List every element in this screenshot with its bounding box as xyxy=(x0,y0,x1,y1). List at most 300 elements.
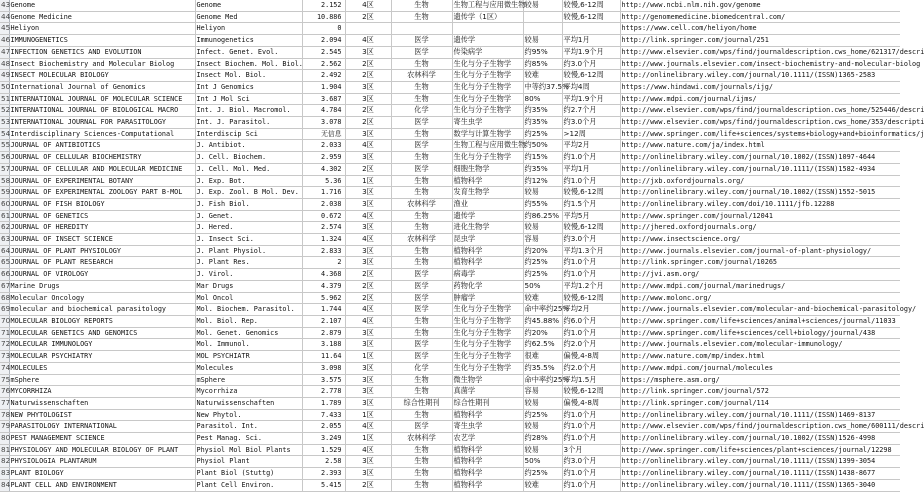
row-number-cell[interactable]: 60 xyxy=(0,198,9,210)
journal-name-cell[interactable]: JOURNAL OF HEREDITY xyxy=(9,222,195,234)
acceptance-rate-cell[interactable]: 约85% xyxy=(523,58,562,70)
zone-cell[interactable]: 3区 xyxy=(345,257,391,269)
zone-cell[interactable]: 1区 xyxy=(345,351,391,363)
category-cell[interactable]: 生物 xyxy=(391,479,452,491)
zone-cell[interactable]: 3区 xyxy=(345,187,391,199)
zone-cell[interactable]: 3区 xyxy=(345,456,391,468)
review-period-cell[interactable]: 平均1.9个月 xyxy=(562,93,620,105)
journal-url-cell[interactable]: http://link.springer.com/journal/251 xyxy=(620,35,900,47)
subcategory-cell[interactable]: 生化与分子生物学 xyxy=(452,93,523,105)
category-cell[interactable]: 医学 xyxy=(391,117,452,129)
row-number-cell[interactable]: 62 xyxy=(0,222,9,234)
journal-name-cell[interactable]: INTERNATIONAL JOURNAL OF MOLECULAR SCIENCE xyxy=(9,93,195,105)
journal-url-cell[interactable]: http://www.mdpi.com/journal/ijms/ xyxy=(620,93,900,105)
abbreviation-cell[interactable]: J. Hered. xyxy=(195,222,302,234)
row-number-cell[interactable]: 74 xyxy=(0,362,9,374)
impact-factor-cell[interactable]: 2.959 xyxy=(302,152,345,164)
subcategory-cell[interactable]: 综合性期刊 xyxy=(452,397,523,409)
journal-name-cell[interactable]: International Journal of Genomics xyxy=(9,81,195,93)
acceptance-rate-cell[interactable]: 较易 xyxy=(523,444,562,456)
impact-factor-cell[interactable]: 2.094 xyxy=(302,35,345,47)
journal-url-cell[interactable]: http://www.elsevier.com/wps/find/journaldescription.cws_home/525446/descri xyxy=(620,105,900,117)
impact-factor-cell[interactable]: 4.379 xyxy=(302,280,345,292)
impact-factor-cell[interactable]: 4.784 xyxy=(302,105,345,117)
subcategory-cell[interactable]: 数学与计算生物学 xyxy=(452,128,523,140)
category-cell[interactable]: 生物 xyxy=(391,128,452,140)
journal-name-cell[interactable]: MOLECULES xyxy=(9,362,195,374)
impact-factor-cell[interactable]: 2.152 xyxy=(302,0,345,11)
acceptance-rate-cell[interactable]: 约25% xyxy=(523,257,562,269)
abbreviation-cell[interactable]: Int. J. Parasitol. xyxy=(195,117,302,129)
journal-name-cell[interactable]: PEST MANAGEMENT SCIENCE xyxy=(9,433,195,445)
review-period-cell[interactable]: 偏慢,4-8周 xyxy=(562,351,620,363)
abbreviation-cell[interactable]: Molecules xyxy=(195,362,302,374)
category-cell[interactable]: 医学 xyxy=(391,339,452,351)
journal-url-cell[interactable]: http://www.journals.elsevier.com/insect-biochemistry-and-molecular-biolog xyxy=(620,58,900,70)
acceptance-rate-cell[interactable]: 约25% xyxy=(523,269,562,281)
category-cell[interactable]: 医学 xyxy=(391,280,452,292)
review-period-cell[interactable]: 约1.0个月 xyxy=(562,479,620,491)
row-number-cell[interactable]: 56 xyxy=(0,152,9,164)
abbreviation-cell[interactable]: Mol. Biochem. Parasitol. xyxy=(195,304,302,316)
category-cell[interactable]: 医学 xyxy=(391,140,452,152)
impact-factor-cell[interactable]: 10.886 xyxy=(302,11,345,23)
acceptance-rate-cell[interactable]: 较难 xyxy=(523,70,562,82)
abbreviation-cell[interactable]: Mycorrhiza xyxy=(195,386,302,398)
category-cell[interactable] xyxy=(391,23,452,35)
zone-cell[interactable]: 2区 xyxy=(345,105,391,117)
row-number-cell[interactable]: 72 xyxy=(0,339,9,351)
review-period-cell[interactable]: 较慢,6-12周 xyxy=(562,11,620,23)
zone-cell[interactable]: 3区 xyxy=(345,93,391,105)
impact-factor-cell[interactable]: 7.433 xyxy=(302,409,345,421)
acceptance-rate-cell[interactable]: 约95% xyxy=(523,46,562,58)
subcategory-cell[interactable]: 昆虫学 xyxy=(452,234,523,246)
row-number-cell[interactable]: 81 xyxy=(0,444,9,456)
review-period-cell[interactable]: 较慢,6-12周 xyxy=(562,222,620,234)
review-period-cell[interactable]: 平均1.3个月 xyxy=(562,245,620,257)
abbreviation-cell[interactable]: J. Virol. xyxy=(195,269,302,281)
category-cell[interactable]: 生物 xyxy=(391,81,452,93)
journal-url-cell[interactable]: http://www.mdpi.com/journal/molecules xyxy=(620,362,900,374)
subcategory-cell[interactable]: 植物科学 xyxy=(452,175,523,187)
impact-factor-cell[interactable]: 0.672 xyxy=(302,210,345,222)
row-number-cell[interactable]: 66 xyxy=(0,269,9,281)
journal-url-cell[interactable]: http://onlinelibrary.wiley.com/journal/10.1002/(ISSN)1552-5015 xyxy=(620,187,900,199)
abbreviation-cell[interactable]: Physiol Plant xyxy=(195,456,302,468)
journal-url-cell[interactable]: http://jhered.oxfordjournals.org/ xyxy=(620,222,900,234)
subcategory-cell[interactable]: 肿瘤学 xyxy=(452,292,523,304)
row-number-cell[interactable]: 68 xyxy=(0,292,9,304)
subcategory-cell[interactable]: 生化与分子生物学 xyxy=(452,70,523,82)
review-period-cell[interactable]: 约1.5个月 xyxy=(562,198,620,210)
category-cell[interactable]: 农林科学 xyxy=(391,70,452,82)
journal-url-cell[interactable]: http://www.elsevier.com/wps/find/journaldescription.cws_home/621317/descri xyxy=(620,46,900,58)
acceptance-rate-cell[interactable]: 中等约37.5% xyxy=(523,81,562,93)
abbreviation-cell[interactable]: Insect Biochem. Mol. Biol. xyxy=(195,58,302,70)
review-period-cell[interactable]: 平均2月 xyxy=(562,304,620,316)
abbreviation-cell[interactable]: J. Exp. Zool. B Mol. Dev. xyxy=(195,187,302,199)
subcategory-cell[interactable]: 生化与分子生物学 xyxy=(452,362,523,374)
abbreviation-cell[interactable]: J. Genet. xyxy=(195,210,302,222)
subcategory-cell[interactable]: 病毒学 xyxy=(452,269,523,281)
acceptance-rate-cell[interactable]: 容易 xyxy=(523,234,562,246)
journal-url-cell[interactable]: http://www.springer.com/life+sciences/animal+sciences/journal/11033 xyxy=(620,315,900,327)
abbreviation-cell[interactable]: Plant Biol (Stuttg) xyxy=(195,468,302,480)
subcategory-cell[interactable]: 传染病学 xyxy=(452,46,523,58)
acceptance-rate-cell[interactable]: 约25% xyxy=(523,409,562,421)
abbreviation-cell[interactable]: Mol. Immunol. xyxy=(195,339,302,351)
subcategory-cell[interactable]: 生化与分子生物学 xyxy=(452,327,523,339)
subcategory-cell[interactable]: 微生物学 xyxy=(452,374,523,386)
journal-url-cell[interactable]: http://onlinelibrary.wiley.com/journal/10.1002/(ISSN)1097-4644 xyxy=(620,152,900,164)
review-period-cell[interactable]: 约1.0个月 xyxy=(562,421,620,433)
subcategory-cell[interactable]: 发育生物学 xyxy=(452,187,523,199)
abbreviation-cell[interactable]: J. Plant Physiol. xyxy=(195,245,302,257)
row-number-cell[interactable]: 55 xyxy=(0,140,9,152)
review-period-cell[interactable]: >12周 xyxy=(562,128,620,140)
category-cell[interactable]: 医学 xyxy=(391,421,452,433)
impact-factor-cell[interactable]: 3.188 xyxy=(302,339,345,351)
acceptance-rate-cell[interactable]: 很难 xyxy=(523,351,562,363)
journal-url-cell[interactable]: https://www.hindawi.com/journals/ijg/ xyxy=(620,81,900,93)
category-cell[interactable]: 生物 xyxy=(391,11,452,23)
impact-factor-cell[interactable]: 1.529 xyxy=(302,444,345,456)
journal-name-cell[interactable]: Genome xyxy=(9,0,195,11)
journal-name-cell[interactable]: Insect Biochemistry and Molecular Biolog xyxy=(9,58,195,70)
zone-cell[interactable]: 4区 xyxy=(345,315,391,327)
zone-cell[interactable]: 4区 xyxy=(345,234,391,246)
zone-cell[interactable]: 3区 xyxy=(345,468,391,480)
journal-name-cell[interactable]: MOLECULAR PSYCHIATRY xyxy=(9,351,195,363)
review-period-cell[interactable]: 约1.0个月 xyxy=(562,433,620,445)
row-number-cell[interactable]: 52 xyxy=(0,105,9,117)
journal-url-cell[interactable]: http://jxb.oxfordjournals.org/ xyxy=(620,175,900,187)
review-period-cell[interactable]: 较慢,6-12周 xyxy=(562,292,620,304)
journal-url-cell[interactable]: http://www.ncbi.nlm.nih.gov/genome xyxy=(620,0,900,11)
zone-cell[interactable]: 2区 xyxy=(345,269,391,281)
impact-factor-cell[interactable]: 5.415 xyxy=(302,479,345,491)
journal-url-cell[interactable]: http://www.molonc.org/ xyxy=(620,292,900,304)
acceptance-rate-cell[interactable]: 50% xyxy=(523,456,562,468)
zone-cell[interactable]: 3区 xyxy=(345,46,391,58)
zone-cell[interactable]: 4区 xyxy=(345,421,391,433)
subcategory-cell[interactable]: 植物科学 xyxy=(452,468,523,480)
journal-url-cell[interactable]: http://www.springer.com/life+sciences/systems+biology+and+bioinformatics/j xyxy=(620,128,900,140)
zone-cell[interactable]: 4区 xyxy=(345,35,391,47)
impact-factor-cell[interactable]: 2.574 xyxy=(302,222,345,234)
zone-cell[interactable] xyxy=(345,23,391,35)
journal-url-cell[interactable]: http://www.journals.elsevier.com/journal-of-plant-physiology/ xyxy=(620,245,900,257)
category-cell[interactable]: 医学 xyxy=(391,46,452,58)
acceptance-rate-cell[interactable]: 约45.88% xyxy=(523,315,562,327)
row-number-cell[interactable]: 82 xyxy=(0,456,9,468)
abbreviation-cell[interactable]: Pest Manag. Sci. xyxy=(195,433,302,445)
impact-factor-cell[interactable]: 4.302 xyxy=(302,163,345,175)
subcategory-cell[interactable]: 植物科学 xyxy=(452,245,523,257)
row-number-cell[interactable]: 49 xyxy=(0,70,9,82)
journal-url-cell[interactable]: http://link.springer.com/journal/10265 xyxy=(620,257,900,269)
impact-factor-cell[interactable]: 2.545 xyxy=(302,46,345,58)
review-period-cell[interactable]: 平均1.2个月 xyxy=(562,280,620,292)
category-cell[interactable]: 生物 xyxy=(391,0,452,11)
category-cell[interactable]: 生物 xyxy=(391,468,452,480)
review-period-cell[interactable]: 约3.0个月 xyxy=(562,117,620,129)
journal-url-cell[interactable]: http://www.springer.com/life+sciences/plant+sciences/journal/12298 xyxy=(620,444,900,456)
category-cell[interactable]: 生物 xyxy=(391,257,452,269)
journal-url-cell[interactable]: http://genomemedicine.biomedcentral.com/ xyxy=(620,11,900,23)
subcategory-cell[interactable]: 生化与分子生物学 xyxy=(452,58,523,70)
acceptance-rate-cell[interactable] xyxy=(523,23,562,35)
zone-cell[interactable]: 3区 xyxy=(345,152,391,164)
zone-cell[interactable]: 3区 xyxy=(345,327,391,339)
review-period-cell[interactable]: 约1.0个月 xyxy=(562,152,620,164)
subcategory-cell[interactable]: 植物科学 xyxy=(452,456,523,468)
zone-cell[interactable]: 4区 xyxy=(345,140,391,152)
impact-factor-cell[interactable]: 1.716 xyxy=(302,187,345,199)
journal-url-cell[interactable]: http://onlinelibrary.wiley.com/journal/10.1111/(ISSN)1438-8677 xyxy=(620,468,900,480)
subcategory-cell[interactable]: 细胞生物学 xyxy=(452,163,523,175)
row-number-cell[interactable]: 79 xyxy=(0,421,9,433)
journal-name-cell[interactable]: MOLECULAR BIOLOGY REPORTS xyxy=(9,315,195,327)
acceptance-rate-cell[interactable]: 约35% xyxy=(523,163,562,175)
category-cell[interactable]: 生物 xyxy=(391,245,452,257)
acceptance-rate-cell[interactable]: 较难 xyxy=(523,479,562,491)
journal-name-cell[interactable]: JOURNAL OF PLANT RESEARCH xyxy=(9,257,195,269)
row-number-cell[interactable]: 48 xyxy=(0,58,9,70)
impact-factor-cell[interactable]: 3.575 xyxy=(302,374,345,386)
journal-url-cell[interactable]: http://www.journals.elsevier.com/molecular-and-biochemical-parasitology/ xyxy=(620,304,900,316)
zone-cell[interactable]: 2区 xyxy=(345,280,391,292)
subcategory-cell[interactable]: 农艺学 xyxy=(452,433,523,445)
abbreviation-cell[interactable]: Insect Mol. Biol. xyxy=(195,70,302,82)
review-period-cell[interactable]: 约2.0个月 xyxy=(562,339,620,351)
subcategory-cell[interactable]: 遗传学 xyxy=(452,210,523,222)
journal-url-cell[interactable]: http://jvi.asm.org/ xyxy=(620,269,900,281)
review-period-cell[interactable]: 平均5月 xyxy=(562,210,620,222)
review-period-cell[interactable]: 约2.7个月 xyxy=(562,105,620,117)
zone-cell[interactable]: 3区 xyxy=(345,339,391,351)
journal-name-cell[interactable]: MYCORRHIZA xyxy=(9,386,195,398)
subcategory-cell[interactable]: 生化与分子生物学 xyxy=(452,81,523,93)
review-period-cell[interactable]: 约1.0个月 xyxy=(562,468,620,480)
row-number-cell[interactable]: 83 xyxy=(0,468,9,480)
journal-name-cell[interactable]: INSECT MOLECULAR BIOLOGY xyxy=(9,70,195,82)
journal-url-cell[interactable]: http://onlinelibrary.wiley.com/journal/10.1111/(ISSN)1365-2583 xyxy=(620,70,900,82)
impact-factor-cell[interactable]: 4.368 xyxy=(302,269,345,281)
zone-cell[interactable]: 3区 xyxy=(345,198,391,210)
abbreviation-cell[interactable]: J. Fish Biol. xyxy=(195,198,302,210)
impact-factor-cell[interactable]: 1.789 xyxy=(302,397,345,409)
journal-url-cell[interactable]: https://msphere.asm.org/ xyxy=(620,374,900,386)
row-number-cell[interactable]: 51 xyxy=(0,93,9,105)
row-number-cell[interactable]: 46 xyxy=(0,35,9,47)
category-cell[interactable]: 医学 xyxy=(391,35,452,47)
zone-cell[interactable]: 4区 xyxy=(345,210,391,222)
zone-cell[interactable]: 2区 xyxy=(345,479,391,491)
subcategory-cell[interactable]: 遗传学（1区） xyxy=(452,11,523,23)
category-cell[interactable]: 生物 xyxy=(391,374,452,386)
row-number-cell[interactable]: 80 xyxy=(0,433,9,445)
journal-url-cell[interactable]: http://onlinelibrary.wiley.com/journal/10.1111/(ISSN)1582-4934 xyxy=(620,163,900,175)
impact-factor-cell[interactable]: 2.58 xyxy=(302,456,345,468)
acceptance-rate-cell[interactable]: 较易 xyxy=(523,222,562,234)
category-cell[interactable]: 综合性期刊 xyxy=(391,397,452,409)
category-cell[interactable]: 化学 xyxy=(391,105,452,117)
subcategory-cell[interactable]: 寄生虫学 xyxy=(452,117,523,129)
journal-url-cell[interactable]: https://www.cell.com/heliyon/home xyxy=(620,23,900,35)
abbreviation-cell[interactable]: J. Cell. Mol. Med. xyxy=(195,163,302,175)
journal-url-cell[interactable]: http://www.mdpi.com/journal/marinedrugs/ xyxy=(620,280,900,292)
review-period-cell[interactable]: 约1.0个月 xyxy=(562,257,620,269)
journal-name-cell[interactable]: Naturwissenschaften xyxy=(9,397,195,409)
abbreviation-cell[interactable]: Int J Genomics xyxy=(195,81,302,93)
zone-cell[interactable]: 2区 xyxy=(345,11,391,23)
review-period-cell[interactable]: 约3.0个月 xyxy=(562,58,620,70)
acceptance-rate-cell[interactable]: 约20% xyxy=(523,245,562,257)
acceptance-rate-cell[interactable]: 50% xyxy=(523,280,562,292)
abbreviation-cell[interactable]: Genome xyxy=(195,0,302,11)
zone-cell[interactable]: 3区 xyxy=(345,81,391,93)
review-period-cell[interactable]: 平均1月 xyxy=(562,35,620,47)
subcategory-cell[interactable]: 寄生虫学 xyxy=(452,421,523,433)
acceptance-rate-cell[interactable]: 约12% xyxy=(523,175,562,187)
category-cell[interactable]: 化学 xyxy=(391,362,452,374)
impact-factor-cell[interactable]: 2 xyxy=(302,257,345,269)
acceptance-rate-cell[interactable]: 较易 xyxy=(523,0,562,11)
row-number-cell[interactable]: 84 xyxy=(0,479,9,491)
acceptance-rate-cell[interactable]: 较易 xyxy=(523,421,562,433)
journal-name-cell[interactable]: JOURNAL OF CELLULAR AND MOLECULAR MEDICINE xyxy=(9,163,195,175)
review-period-cell[interactable]: 平均1.9个月 xyxy=(562,46,620,58)
journal-url-cell[interactable]: http://onlinelibrary.wiley.com/journal/10.1111/(ISSN)1399-3054 xyxy=(620,456,900,468)
impact-factor-cell[interactable]: 2.492 xyxy=(302,70,345,82)
acceptance-rate-cell[interactable]: 约15% xyxy=(523,152,562,164)
zone-cell[interactable]: 1区 xyxy=(345,433,391,445)
abbreviation-cell[interactable]: New Phytol. xyxy=(195,409,302,421)
journal-name-cell[interactable]: Molecular Oncology xyxy=(9,292,195,304)
abbreviation-cell[interactable]: Mar Drugs xyxy=(195,280,302,292)
abbreviation-cell[interactable]: Int. J. Biol. Macromol. xyxy=(195,105,302,117)
review-period-cell[interactable]: 约2.0个月 xyxy=(562,362,620,374)
row-number-cell[interactable]: 69 xyxy=(0,304,9,316)
review-period-cell[interactable]: 约1.0个月 xyxy=(562,327,620,339)
row-number-cell[interactable]: 71 xyxy=(0,327,9,339)
subcategory-cell[interactable]: 渔业 xyxy=(452,198,523,210)
subcategory-cell[interactable]: 生化与分子生物学 xyxy=(452,152,523,164)
category-cell[interactable]: 生物 xyxy=(391,386,452,398)
row-number-cell[interactable]: 75 xyxy=(0,374,9,386)
row-number-cell[interactable]: 58 xyxy=(0,175,9,187)
acceptance-rate-cell[interactable]: 较难 xyxy=(523,292,562,304)
review-period-cell[interactable]: 较慢,6-12周 xyxy=(562,0,620,11)
journal-name-cell[interactable]: INFECTION GENETICS AND EVOLUTION xyxy=(9,46,195,58)
acceptance-rate-cell[interactable]: 约25% xyxy=(523,128,562,140)
impact-factor-cell[interactable]: 1.904 xyxy=(302,81,345,93)
journal-name-cell[interactable]: MOLECULAR GENETICS AND GENOMICS xyxy=(9,327,195,339)
journal-name-cell[interactable]: molecular and biochemical parasitology xyxy=(9,304,195,316)
abbreviation-cell[interactable]: J. Cell. Biochem. xyxy=(195,152,302,164)
category-cell[interactable]: 生物 xyxy=(391,456,452,468)
subcategory-cell[interactable]: 植物科学 xyxy=(452,479,523,491)
abbreviation-cell[interactable]: J. Plant Res. xyxy=(195,257,302,269)
zone-cell[interactable]: 1区 xyxy=(345,409,391,421)
subcategory-cell[interactable]: 植物科学 xyxy=(452,409,523,421)
row-number-cell[interactable]: 67 xyxy=(0,280,9,292)
review-period-cell[interactable]: 约3.0个月 xyxy=(562,234,620,246)
row-number-cell[interactable]: 63 xyxy=(0,234,9,246)
acceptance-rate-cell[interactable]: 约50% xyxy=(523,140,562,152)
category-cell[interactable]: 农林科学 xyxy=(391,433,452,445)
subcategory-cell[interactable]: 生化与分子生物学 xyxy=(452,304,523,316)
journal-name-cell[interactable]: JOURNAL OF ANTIBIOTICS xyxy=(9,140,195,152)
acceptance-rate-cell[interactable]: 较易 xyxy=(523,187,562,199)
review-period-cell[interactable]: 较慢,6-12周 xyxy=(562,70,620,82)
zone-cell[interactable]: 3区 xyxy=(345,362,391,374)
impact-factor-cell[interactable]: 2.833 xyxy=(302,245,345,257)
impact-factor-cell[interactable]: 2.055 xyxy=(302,421,345,433)
row-number-cell[interactable]: 47 xyxy=(0,46,9,58)
abbreviation-cell[interactable]: Interdiscip Sci xyxy=(195,128,302,140)
subcategory-cell[interactable]: 遗传学 xyxy=(452,35,523,47)
abbreviation-cell[interactable]: J. Exp. Bot. xyxy=(195,175,302,187)
acceptance-rate-cell[interactable]: 约35% xyxy=(523,105,562,117)
zone-cell[interactable]: 3区 xyxy=(345,245,391,257)
row-number-cell[interactable]: 64 xyxy=(0,245,9,257)
zone-cell[interactable]: 2区 xyxy=(345,70,391,82)
journal-url-cell[interactable]: http://onlinelibrary.wiley.com/doi/10.1111/jfb.12288 xyxy=(620,198,900,210)
review-period-cell[interactable]: 约1.0个月 xyxy=(562,269,620,281)
review-period-cell[interactable]: 3个月 xyxy=(562,444,620,456)
subcategory-cell[interactable]: 植物科学 xyxy=(452,257,523,269)
subcategory-cell[interactable]: 生化与分子生物学 xyxy=(452,105,523,117)
impact-factor-cell[interactable]: 2.038 xyxy=(302,198,345,210)
abbreviation-cell[interactable]: Naturwissenschaften xyxy=(195,397,302,409)
journal-url-cell[interactable]: http://www.nature.com/ja/index.html xyxy=(620,140,900,152)
abbreviation-cell[interactable]: MOL PSYCHIATR xyxy=(195,351,302,363)
impact-factor-cell[interactable]: 2.879 xyxy=(302,327,345,339)
journal-name-cell[interactable]: PHYSIOLOGIA PLANTARUM xyxy=(9,456,195,468)
review-period-cell[interactable] xyxy=(562,23,620,35)
review-period-cell[interactable]: 较慢,6-12周 xyxy=(562,187,620,199)
acceptance-rate-cell[interactable]: 约35.5% xyxy=(523,362,562,374)
journal-name-cell[interactable]: PARASITOLOGY INTERNATIONAL xyxy=(9,421,195,433)
zone-cell[interactable]: 2区 xyxy=(345,117,391,129)
category-cell[interactable]: 生物 xyxy=(391,152,452,164)
category-cell[interactable]: 生物 xyxy=(391,93,452,105)
review-period-cell[interactable]: 平均2月 xyxy=(562,140,620,152)
category-cell[interactable]: 医学 xyxy=(391,351,452,363)
category-cell[interactable]: 农林科学 xyxy=(391,198,452,210)
row-number-cell[interactable]: 70 xyxy=(0,315,9,327)
category-cell[interactable]: 生物 xyxy=(391,409,452,421)
impact-factor-cell[interactable]: 2.393 xyxy=(302,468,345,480)
row-number-cell[interactable]: 57 xyxy=(0,163,9,175)
row-number-cell[interactable]: 73 xyxy=(0,351,9,363)
row-number-cell[interactable]: 54 xyxy=(0,128,9,140)
journal-name-cell[interactable]: JOURNAL OF CELLULAR BIOCHEMISTRY xyxy=(9,152,195,164)
abbreviation-cell[interactable]: Mol Oncol xyxy=(195,292,302,304)
subcategory-cell[interactable]: 生物工程与应用微生物 xyxy=(452,0,523,11)
journal-name-cell[interactable]: Genome Medicine xyxy=(9,11,195,23)
journal-name-cell[interactable]: JOURNAL OF FISH BIOLOGY xyxy=(9,198,195,210)
row-number-cell[interactable]: 53 xyxy=(0,117,9,129)
impact-factor-cell[interactable]: 3.078 xyxy=(302,117,345,129)
journal-name-cell[interactable]: INTERNATIONAL JOURNAL FOR PARASITOLOGY xyxy=(9,117,195,129)
abbreviation-cell[interactable]: Physiol Mol Biol Plants xyxy=(195,444,302,456)
acceptance-rate-cell[interactable]: 命中率约25% xyxy=(523,304,562,316)
zone-cell[interactable]: 4区 xyxy=(345,304,391,316)
